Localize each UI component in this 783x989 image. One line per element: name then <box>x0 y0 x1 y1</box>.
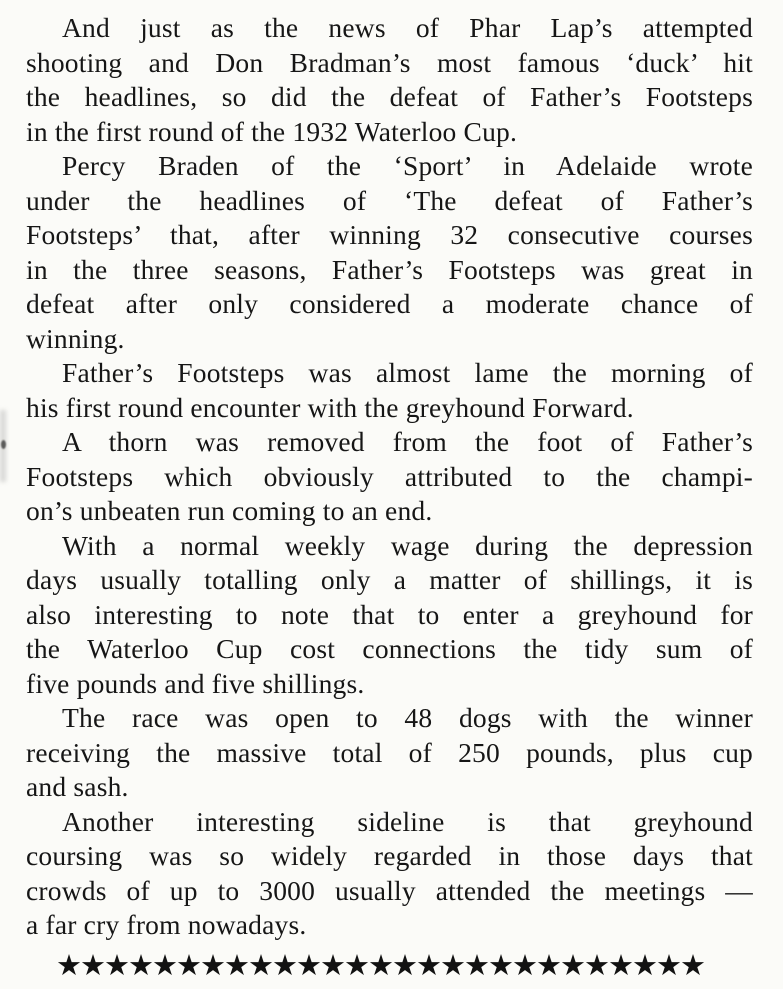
paragraph <box>26 805 753 943</box>
paragraph <box>26 529 753 702</box>
text-line: coursing was so widely regarded in those days that <box>26 840 753 871</box>
text-line: and sash. <box>26 771 129 802</box>
text-line: days usually totalling only a matter of shillings, it is <box>26 564 753 595</box>
text-line: his first round encounter with the greyhound Forward. <box>26 391 634 423</box>
star-divider: ★★★★★★★★★★★★★★★★★★★★★★★★★★★ <box>56 947 704 982</box>
text-line: in the three seasons, Father’s Footsteps was great in <box>26 253 753 285</box>
text-line: Percy Braden of the ‘Sport’ in Adelaide wrote <box>62 150 753 181</box>
text-line: winning. <box>26 322 125 354</box>
text-line: Father’s Footsteps was almost lame the morning of <box>62 357 753 388</box>
text-line: under the headlines of ‘The defeat of Father’s <box>26 184 753 216</box>
text-line: And just as the news of Phar Lap’s attempted <box>62 12 753 43</box>
text-line: five pounds and five shillings. <box>26 667 365 699</box>
text-line: defeat after only considered a moderate chance of <box>26 288 753 319</box>
text-line: With a normal weekly wage during the depression <box>62 529 753 561</box>
text-line: the Waterloo Cup cost connections the tidy sum of <box>26 633 753 664</box>
text-line: also interesting to note that to enter a greyhound for <box>26 598 753 630</box>
scan-speck-artifact <box>1 440 6 449</box>
text-line: a far cry from nowadays. <box>26 909 307 940</box>
text-line: on’s unbeaten run coming to an end. <box>26 495 433 526</box>
paragraph <box>26 701 753 805</box>
text-line: Footsteps’ that, after winning 32 consecutive courses <box>26 219 753 250</box>
text-line: in the first round of the 1932 Waterloo Cup. <box>26 115 518 147</box>
text-line: crowds of up to 3000 usually attended the meetings — <box>26 874 753 906</box>
text-line: receiving the massive total of 250 pounds, plus cup <box>26 736 753 768</box>
text-line: the headlines, so did the defeat of Father’s Footsteps <box>26 81 753 112</box>
paragraph <box>26 149 753 356</box>
text-line: A thorn was removed from the foot of Father’s <box>62 426 753 457</box>
text-line: The race was open to 48 dogs with the winner <box>62 702 753 733</box>
paragraph <box>26 11 753 149</box>
text-line: shooting and Don Bradman’s most famous ‘duck’ hit <box>26 46 753 78</box>
paragraph <box>26 356 753 425</box>
paragraph <box>26 425 753 529</box>
text-line: Footsteps which obviously attributed to the champi- <box>26 460 753 492</box>
text-line: Another interesting sideline is that greyhound <box>62 805 753 837</box>
